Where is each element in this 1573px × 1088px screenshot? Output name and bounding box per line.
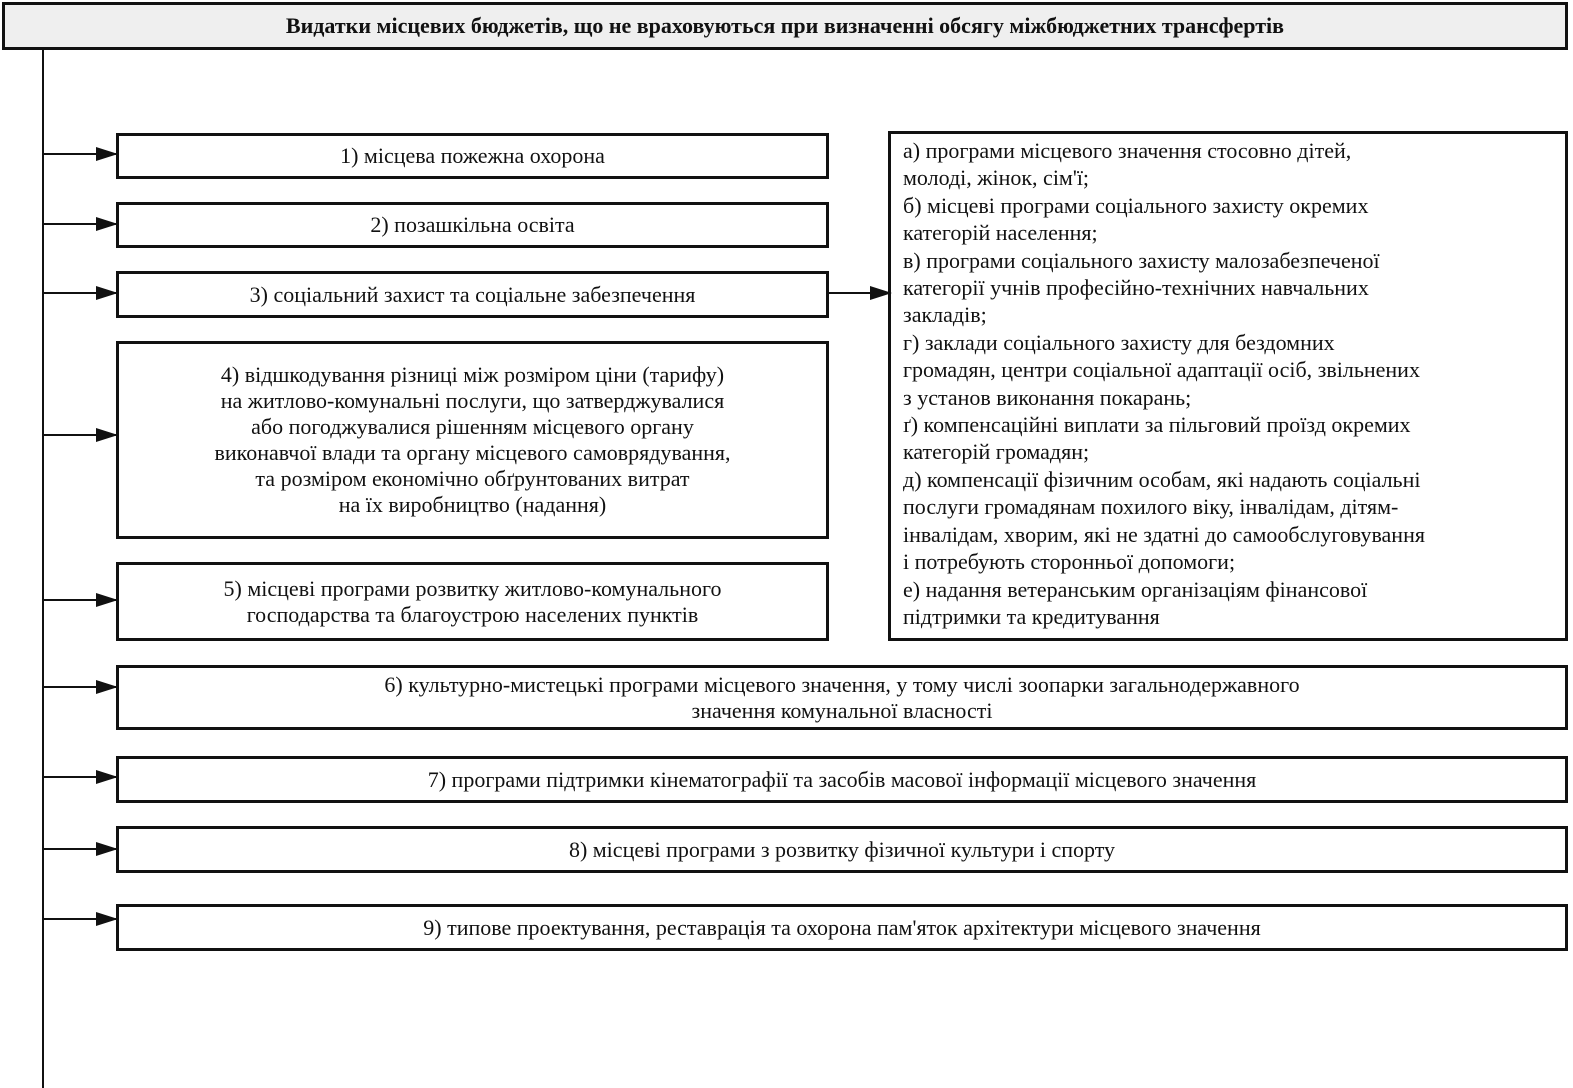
details-line: ґ) компенсаційні виплати за пільговий проїзд окремих bbox=[903, 412, 1411, 438]
item-6-line-2: значення комунальної власності bbox=[691, 697, 993, 723]
item-6-line-1: 6) культурно-мистецькі програми місцевого значення, у тому числі зоопарки загальнодержавного bbox=[384, 671, 1300, 697]
item-box-1 bbox=[116, 133, 829, 179]
arrow-to-item-8 bbox=[43, 848, 116, 850]
details-line: з установ виконання покарань; bbox=[903, 384, 1192, 410]
arrow-item-3-to-details bbox=[829, 292, 890, 294]
arrow-to-item-5 bbox=[43, 599, 116, 601]
item-box-6 bbox=[116, 665, 1568, 730]
details-line: послуги громадянам похилого віку, інвалідам, дітям- bbox=[903, 494, 1399, 520]
item-7-line-1: 7) програми підтримки кінематографії та засобів масової інформації місцевого значення bbox=[427, 766, 1257, 792]
details-line: категорій населення; bbox=[903, 220, 1098, 246]
details-line: громадян, центри соціальної адаптації осіб, звільнених bbox=[903, 357, 1420, 383]
arrow-to-item-9 bbox=[43, 918, 116, 920]
item-5-line-2: господарства та благоустрою населених пунктів bbox=[246, 601, 699, 627]
item-4-line-5: та розміром економічно обґрунтованих витрат bbox=[255, 466, 690, 491]
item-8-line-1: 8) місцеві програми з розвитку фізичної культури і спорту bbox=[568, 836, 1116, 862]
social-protection-details-box bbox=[888, 131, 1568, 641]
item-9-line-1: 9) типове проектування, реставрація та охорона пам'яток архітектури місцевого значення bbox=[423, 914, 1261, 940]
details-line: в) програми соціального захисту малозабезпеченої bbox=[903, 247, 1380, 273]
main-vertical-connector bbox=[42, 50, 44, 1088]
diagram-title: Видатки місцевих бюджетів, що не враховуються при визначенні обсягу міжбюджетних трансфертів bbox=[285, 13, 1285, 38]
item-4-line-3: або погоджувалися рішенням місцевого органу bbox=[251, 414, 694, 439]
details-line: д) компенсації фізичним особам, які надають соціальні bbox=[903, 466, 1421, 492]
item-4-line-1: 4) відшкодування різниці між розміром ціни (тарифу) bbox=[220, 362, 725, 387]
details-line: а) програми місцевого значення стосовно дітей, bbox=[903, 138, 1352, 163]
details-line: категорій громадян; bbox=[903, 439, 1090, 465]
details-line: молоді, жінок, сім'ї; bbox=[903, 165, 1090, 191]
item-box-7 bbox=[116, 756, 1568, 803]
arrow-to-item-6 bbox=[43, 686, 116, 688]
details-line: інвалідам, хворим, які не здатні до самообслуговування bbox=[903, 521, 1425, 547]
item-5-line-1: 5) місцеві програми розвитку житлово-комунального bbox=[223, 575, 722, 601]
item-box-8 bbox=[116, 826, 1568, 873]
details-line: г) заклади соціального захисту для бездомних bbox=[903, 329, 1335, 355]
item-4-line-4: виконавчої влади та органу місцевого самоврядування, bbox=[214, 440, 731, 465]
item-box-5 bbox=[116, 562, 829, 641]
arrow-to-item-4 bbox=[43, 434, 116, 436]
details-line: категорії учнів професійно-технічних навчальних bbox=[903, 275, 1369, 301]
details-line: і потребують сторонньої допомоги; bbox=[903, 549, 1236, 575]
item-4-line-6: на їх виробництво (надання) bbox=[338, 492, 607, 517]
item-box-9 bbox=[116, 904, 1568, 951]
item-4-line-2: на житлово-комунальні послуги, що затверджувалися bbox=[220, 388, 725, 413]
item-box-2 bbox=[116, 202, 829, 248]
item-1-line-1: 1) місцева пожежна охорона bbox=[340, 143, 605, 168]
item-box-4 bbox=[116, 341, 829, 539]
details-line: підтримки та кредитування bbox=[903, 603, 1160, 629]
arrow-to-item-7 bbox=[43, 776, 116, 778]
item-3-line-1: 3) соціальний захист та соціальне забезпечення bbox=[249, 281, 696, 307]
arrow-to-item-2 bbox=[43, 223, 116, 225]
item-2-line-1: 2) позашкільна освіта bbox=[370, 212, 575, 237]
details-line: е) надання ветеранським організаціям фінансової bbox=[903, 576, 1368, 602]
details-line: закладів; bbox=[903, 302, 987, 328]
diagram-title-box bbox=[2, 2, 1568, 50]
arrow-to-item-1 bbox=[43, 153, 116, 155]
item-box-3 bbox=[116, 271, 829, 318]
details-line: б) місцеві програми соціального захисту окремих bbox=[903, 192, 1369, 218]
arrow-to-item-3 bbox=[43, 292, 116, 294]
